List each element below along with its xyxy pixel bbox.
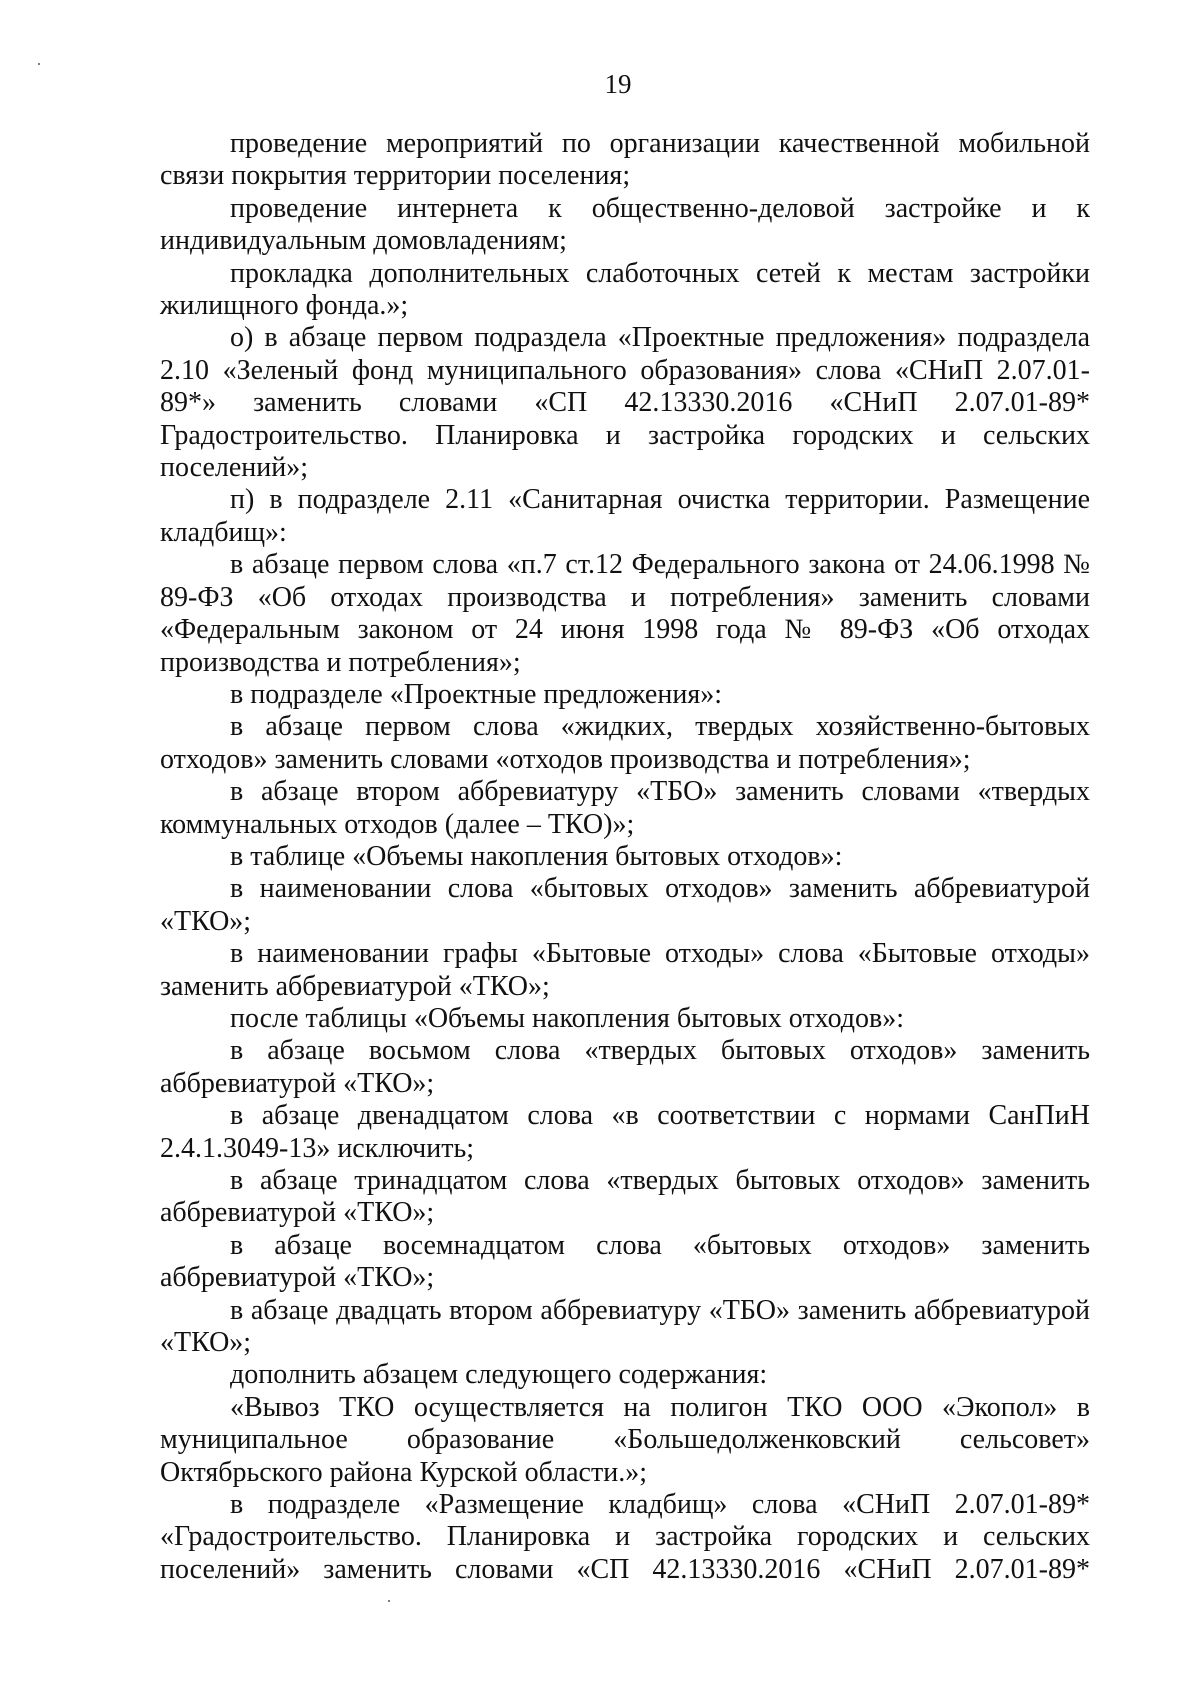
paragraph-table-name: в наименовании слова «бытовых отходов» заменить аббревиатурой «ТКО»; [160, 873, 1090, 937]
page-number: 19 [604, 69, 632, 99]
scan-speck [38, 63, 40, 65]
scan-speck [388, 1600, 390, 1602]
paragraph-eighteenth-abzac: в абзаце восемнадцатом слова «бытовых отходов» заменить аббревиатурой «ТКО»; [160, 1229, 1090, 1294]
paragraph-second-abzac: в абзаце втором аббревиатуру «ТБО» заменить словами «твердых коммунальных отходов (далее – ТКО)»; [160, 776, 1090, 840]
paragraph-table-reference: в таблице «Объемы накопления бытовых отходов»: [230, 840, 843, 872]
paragraph-first-abzac: в абзаце первом слова «жидких, твердых хозяйственно-бытовых отходов» заменить словами «отходов производства и потребления»; [160, 711, 1090, 775]
paragraph-waste-removal: «Вывоз ТКО осуществляется на полигон ТКО ООО «Экопол» в муниципальное образование «Большедолженковский сельсовет» Октябрьского района Курской области.»; [160, 1391, 1090, 1488]
paragraph-item-p: п) в подразделе 2.11 «Санитарная очистка территории. Размещение кладбищ»: [160, 484, 1090, 548]
paragraph-project-proposals: в подразделе «Проектные предложения»: [230, 678, 722, 710]
paragraph-column-name: в наименовании графы «Бытовые отходы» слова «Бытовые отходы» заменить аббревиатурой «ТКО»; [160, 938, 1090, 1002]
paragraph-cemetery-placement: в подразделе «Размещение кладбищ» слова «СНиП 2.07.01-89* «Градостроительство. Планировка и застройка городских и сельских поселений» заменить словами «СП 42.13330.2016 «СНиП 2.07.01-89* [160, 1489, 1090, 1585]
paragraph-item-o: о) в абзаце первом подраздела «Проектные предложения» подраздела 2.10 «Зеленый фонд муниципального образования» слова «СНиП 2.07.01-89*» заменить словами «СП 42.13330.2016 «СНиП 2.07.01-89* Градостроительство. Планировка и застройка городских и сельских поселений»; [160, 322, 1090, 484]
paragraph-low-current-networks: прокладка дополнительных слаботочных сетей к местам застройки жилищного фонда.»; [160, 257, 1090, 322]
paragraph-internet: проведение интернета к общественно-деловой застройке и к индивидуальным домовладениям; [160, 192, 1090, 257]
paragraph-federal-law: в абзаце первом слова «п.7 ст.12 Федерального закона от 24.06.1998 № 89-ФЗ «Об отходах производства и потребления» заменить словами «Федеральным законом от 24 июня 1998 года № 89-ФЗ «Об отходах производства и потребления»; [160, 549, 1090, 678]
paragraph-mobile-connection: проведение мероприятий по организации качественной мобильной связи покрытия территории поселения; [160, 128, 1090, 192]
paragraph-twenty-second-abzac: в абзаце двадцать втором аббревиатуру «ТБО» заменить аббревиатурой «ТКО»; [160, 1294, 1090, 1359]
paragraph-after-table: после таблицы «Объемы накопления бытовых отходов»: [230, 1002, 905, 1034]
document-body [160, 128, 1090, 1586]
paragraph-eighth-abzac: в абзаце восьмом слова «твердых бытовых отходов» заменить аббревиатурой «ТКО»; [160, 1035, 1090, 1099]
paragraph-add-content: дополнить абзацем следующего содержания: [230, 1359, 768, 1391]
paragraph-thirteenth-abzac: в абзаце тринадцатом слова «твердых бытовых отходов» заменить аббревиатурой «ТКО»; [160, 1165, 1090, 1229]
paragraph-twelfth-abzac: в абзаце двенадцатом слова «в соответствии с нормами СанПиН 2.4.1.3049-13» исключить; [160, 1100, 1090, 1164]
